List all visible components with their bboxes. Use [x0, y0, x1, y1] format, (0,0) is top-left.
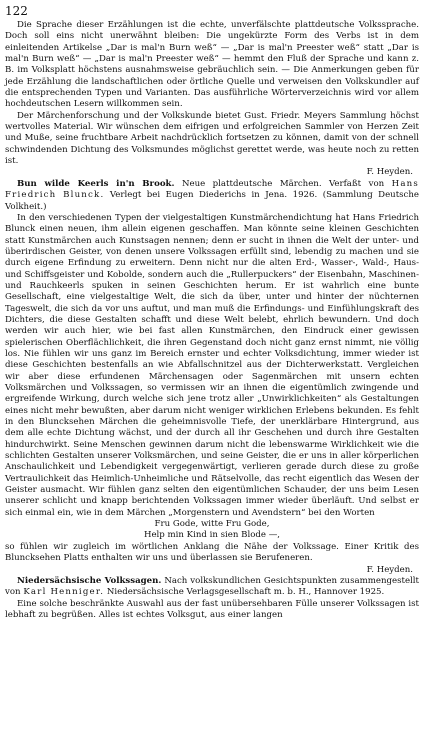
review-1-signature: F. Heyden. — [366, 564, 413, 575]
page-body — [5, 20, 419, 621]
review-1-quote-line-2: Help min Kind in sien Blode —, — [143, 530, 281, 541]
intro-paragraph-1: Die Sprache dieser Erzählungen ist die echte, unverfälschte plattdeutsche Volkssprache. Doch soll eins nicht unerwähnt bleiben: Die ungekürzte Form des Verbs ist in dem einleitenden Artikelse „Dar is mal'n Burn weß“ — „Dar is mal'n Preester weß“ statt „Dar is mal'n Burn weß“ — „Dar is mal'n Preester weß“ — hemmt den Fluß der Sprache und kann z. B. im Volksplatt höchstens ausnahmsweise gebräuchlich sein. — Die Anmerkungen geben für jede Erzählung die landschaftlichen oder örtliche Quelle und verweisen den Volkskundler auf die entsprechenden Typen und Varianten. Das ausführliche Wörterverzeichnis wird vor allem hochdeutschen Lesern willkommen sein. — [5, 20, 419, 110]
review-2-title: Niedersächsische Volkssagen. — [17, 575, 162, 586]
intro-paragraph-2: Der Märchenforschung und der Volkskunde bietet Gust. Friedr. Meyers Sammlung höchst wertvolles Material. Wir wünschen dem eifrigen und erfolgreichen Sammler von Herzen Zeit und Muße, seine fruchtbare Arbeit nachdrücklich fortsetzen zu können, damit von der schnell schwindenden Dichtung des Volksmundes möglichst gerettet werde, was heute noch zu retten ist. — [5, 110, 419, 167]
review-2-heading — [5, 576, 419, 599]
review-2-publication: Niedersächsische Verlagsgesellschaft m. b. H., Hannover 1925. — [106, 587, 385, 598]
intro-signature: F. Heyden. — [366, 167, 413, 178]
review-1-title: Bun wilde Keerls in'n Brook. — [17, 178, 175, 189]
review-1-closing: so fühlen wir zugleich im wörtlichen Anklang die Nähe der Volkssage. Einer Kritik des Bluncksehen Platts enthalten wir uns und überlassen sie Berufeneren. — [5, 541, 419, 564]
page — [5, 4, 419, 621]
review-1-quote-line-1: Fru Gode, witte Fru Gode, — [154, 519, 270, 530]
review-2-author: Karl Henniger. — [23, 587, 105, 598]
review-1-body: In den verschiedenen Typen der vielgestaltigen Kunstmärchendichtung hat Hans Friedrich Blunck einen neuen, ihm allein eigenen geschaffen. Man könnte seine kleinen Geschichten statt Kunstmärchen auch Kunstsagen nennen; denn er sucht in ihnen die Welt der unter- und überirdischen Geister, von denen unsere Volkssagen erfüllt sind, lebendig zu machen und sie durch eigene Erfindung zu erweitern. Denn nicht nur die alten Erd-, Wasser-, Wald-, Haus- und Schiffsgeister und Kobolde, sondern auch die „Rullerpuckers“ der Eisenbahn, Maschinen- und Rauchkeerls spuken in seinen Geschichten herum. Er ist wahrlich eine bunte Gesellschaft, eine vielgestaltige Welt, die sich da über, unter und hinter der nüchternen Tageswelt, die sich da vor uns auftut, und man muß die Erfindungs- und Einfühlungskraft des Dichters, die diese Gestalten schafft und diese Welt belebt, ehrlich bewundern. Und doch werden wir auch hier, wie bei fast allen Kunstmärchen, den Eindruck einer gewissen spielerischen Oberflächlichkeit, die ihren Gegenstand doch nicht ganz ernst nimmt, nie völlig los. Nie fühlen wir uns ganz im Bereich ernster und echter Volksdichtung, immer wieder ist diese Geschichten bestenfalls an wie Abfallschnitzel aus der Dichterwerkstatt. Vergleichen wir aber diese erfundenen Märchensagen oder Sagenmärchen mit unsern echten Volksmärchen und Volkssagen, so vermissen wir an ihnen die eigentümlich zwingende und ergreifende Wirkung, durch welche sich jene trotz aller „Unwirklichkeiten“ als Gestaltungen eines nicht mehr bewußten, aber darum nicht weniger wirklichen Erlebens bekunden. Es fehlt in den Bluncksehen Märchen die geheimnisvolle Tiefe, der unerklärbare Hintergrund, aus dem alle echte Dichtung wächst, und der durch all ihr Geschehen und durch ihre Gestalten hindurchwirkt. Seine Menschen gewinnen darum nicht die lebenswarme Wirklichkeit wie die schlichten Gestalten unserer Volksmärchen, und seine Geister, die er uns in aller körperlichen Anschaulichkeit und Lebendigkeit vergegenwärtigt, verlieren gerade durch diese zu große Vertraulichkeit das Heimlich-Unheimliche und Rätselvolle, das recht eigentlich das Wesen der Geister ausmacht. Wir fühlen ganz selten den eigentümlichen Schauder, der uns beim Lesen unserer schlicht und knapp berichtenden Volkssagen immer wieder überläuft. Und selbst er sich einmal ein, wie in dem Märchen „Morgenstern und Avendstern“ bei den Worten — [5, 212, 419, 518]
review-1-author: Hans Friedrich Blunck. — [5, 178, 419, 201]
review-2-body: Eine solche beschränkte Auswahl aus der fast unübersehbaren Fülle unserer Volkssagen ist lebhaft zu begrüßen. Alles ist echtes Volksgut, aus einer langen — [5, 598, 419, 620]
review-1-heading — [5, 179, 419, 213]
page-number: 122 — [5, 4, 28, 18]
review-1-lead: Neue plattdeutsche Märchen. Verfaßt von — [181, 178, 385, 189]
review-1-publication: Verlegt bei Eugen Diederichs in Jena. 1926. (Sammlung Deutsche Volkheit.) — [5, 190, 419, 212]
review-2-lead: Nach volkskundlichen Gesichtspunkten zusammengestellt von — [5, 575, 420, 598]
